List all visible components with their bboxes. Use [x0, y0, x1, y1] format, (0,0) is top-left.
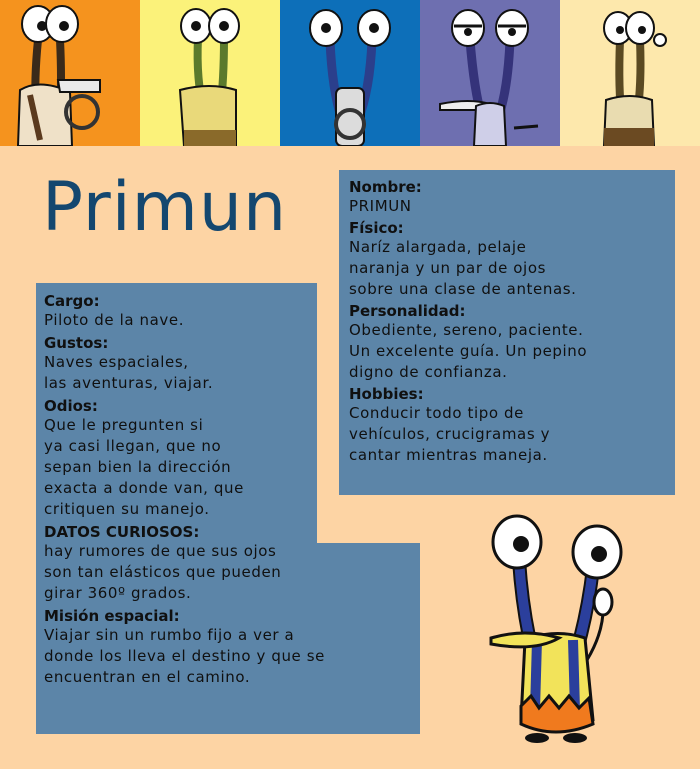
panel-purple — [420, 0, 560, 146]
character-pointing-illustration — [420, 0, 560, 146]
character-standing-illustration — [140, 0, 280, 146]
page-title: Primun — [42, 168, 288, 247]
odios-label: Odios: — [44, 397, 98, 415]
panel-yellow — [140, 0, 280, 146]
hobbies-value: Conducir todo tipo de vehículos, crucigramas y cantar mientras maneja. — [349, 404, 551, 464]
primun-character-illustration — [475, 510, 645, 750]
profile-card-left-content — [44, 289, 414, 688]
nombre-value: PRIMUN — [349, 197, 412, 215]
odios-value: Que le pregunten si ya casi llegan, que no sepan bien la dirección exacta a donde van, que critiquen su manejo. — [44, 416, 244, 518]
personalidad-value: Obediente, sereno, paciente. Un excelente guía. Un pepino digno de confianza. — [349, 321, 588, 381]
panel-cream — [560, 0, 700, 146]
fisico-label: Físico: — [349, 219, 404, 237]
mision-label: Misión espacial: — [44, 607, 180, 625]
cargo-value: Piloto de la nave. — [44, 311, 185, 329]
fisico-value: Naríz alargada, pelaje naranja y un par de ojos sobre una clase de antenas. — [349, 238, 577, 298]
character-seated-illustration — [280, 0, 420, 146]
panel-blue — [280, 0, 420, 146]
nombre-label: Nombre: — [349, 178, 422, 196]
panel-driving-orange — [0, 0, 140, 146]
mision-value: Viajar sin un rumbo fijo a ver a donde los lleva el destino y que se encuentran en el camino. — [44, 626, 325, 686]
character-strip — [0, 0, 700, 146]
datos-curiosos-label: DATOS CURIOSOS: — [44, 523, 200, 541]
gustos-value: Naves espaciales, las aventuras, viajar. — [44, 353, 214, 392]
gustos-label: Gustos: — [44, 334, 109, 352]
cargo-label: Cargo: — [44, 292, 100, 310]
character-driving-illustration — [0, 0, 140, 146]
hobbies-label: Hobbies: — [349, 385, 424, 403]
datos-curiosos-value: hay rumores de que sus ojos son tan elásticos que pueden girar 360º grados. — [44, 542, 282, 602]
character-thinking-illustration — [560, 0, 700, 146]
personalidad-label: Personalidad: — [349, 302, 466, 320]
